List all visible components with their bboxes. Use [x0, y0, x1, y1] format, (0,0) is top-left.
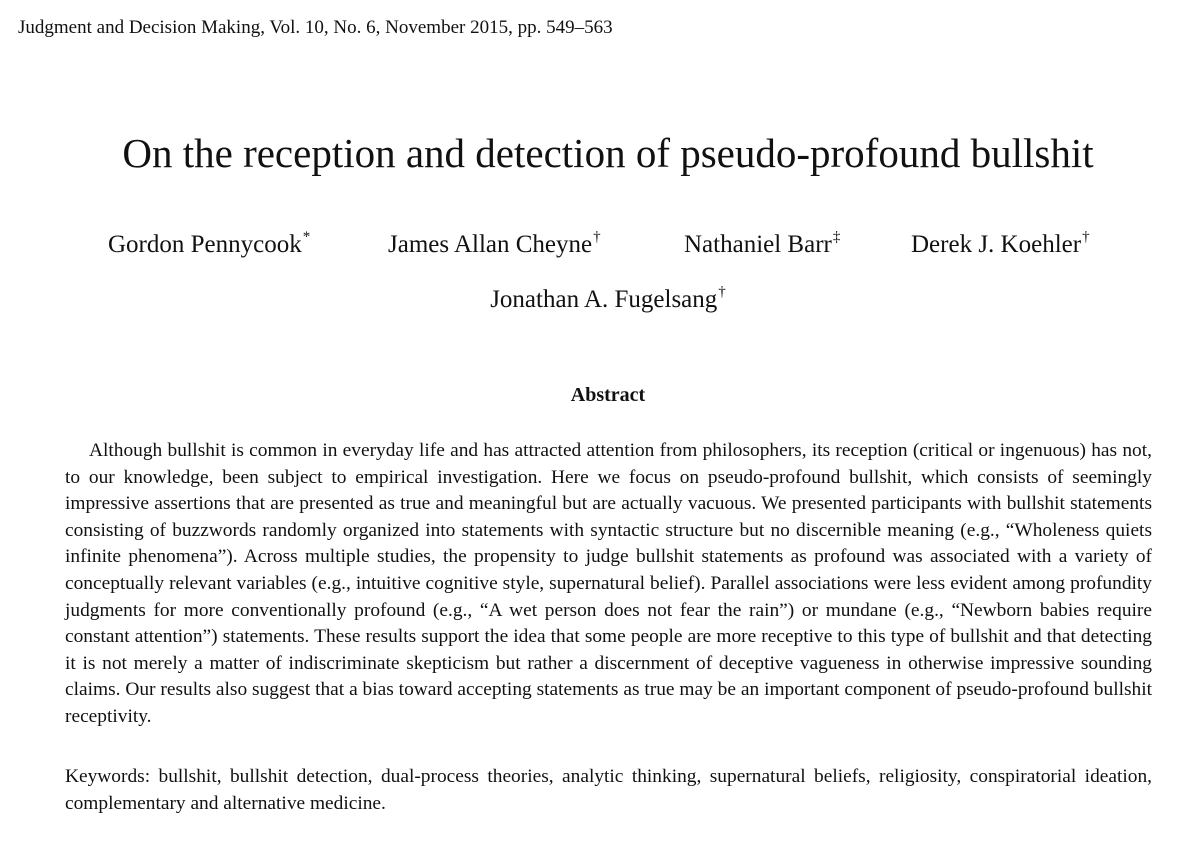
affiliation-mark: † [718, 284, 726, 300]
author-fugelsang [0, 283, 1200, 320]
author-name: Nathaniel Barr [684, 231, 832, 258]
affiliation-mark: * [302, 229, 311, 245]
affiliation-mark: ‡ [832, 229, 841, 245]
author-name: Jonathan A. Fugelsang [490, 286, 718, 313]
abstract-body: Although bullshit is common in everyday life and has attracted attention from philosophers, its reception (critical or ingenuous) has not, to our knowledge, been subject to empirical investigation. Here we focus on pseudo-profound bullshit, which consists of seemingly impressive assertions that are presented as true and meaningful but are actually vacuous. We presented participants with bullshit statements consisting of buzzwords randomly organized into statements with syntactic structure but no discernible meaning (e.g., “Wholeness quiets infinite phenomena”). Across multiple studies, the propensity to judge bullshit statements as profound was associated with a variety of conceptually relevant variables (e.g., intuitive cognitive style, supernatural belief). Parallel associations were less evident among profundity judgments for more conventionally profound (e.g., “A wet person does not fear the rain”) or mundane (e.g., “Newborn babies require constant attention”) statements. These results support the idea that some people are more receptive to this type of bullshit and that detecting it is not merely a matter of indiscriminate skepticism but rather a discernment of deceptive vagueness in otherwise impressive sounding claims. Our results also suggest that a bias toward accepting statements as true may be an important component of pseudo-profound bullshit receptivity. [65, 440, 1152, 727]
author-name: Gordon Pennycook [108, 231, 302, 258]
author-pennycook [108, 228, 310, 265]
affiliation-mark: † [1082, 229, 1090, 245]
author-name: James Allan Cheyne [388, 231, 593, 258]
affiliation-mark: † [593, 229, 601, 245]
author-koehler [911, 228, 1090, 265]
author-name: Derek J. Koehler [911, 231, 1082, 258]
author-cheyne [388, 228, 601, 265]
keywords: Keywords: bullshit, bullshit detection, dual-process theories, analytic thinking, supernatural beliefs, religiosity, conspiratorial ideation, complementary and alternative medicine. [65, 766, 1152, 814]
paper-title: On the reception and detection of pseudo-profound bullshit [122, 130, 1094, 176]
author-barr [684, 228, 840, 265]
abstract-heading: Abstract [570, 384, 646, 406]
journal-citation: Judgment and Decision Making, Vol. 10, No. 6, November 2015, pp. 549–563 [18, 17, 613, 38]
